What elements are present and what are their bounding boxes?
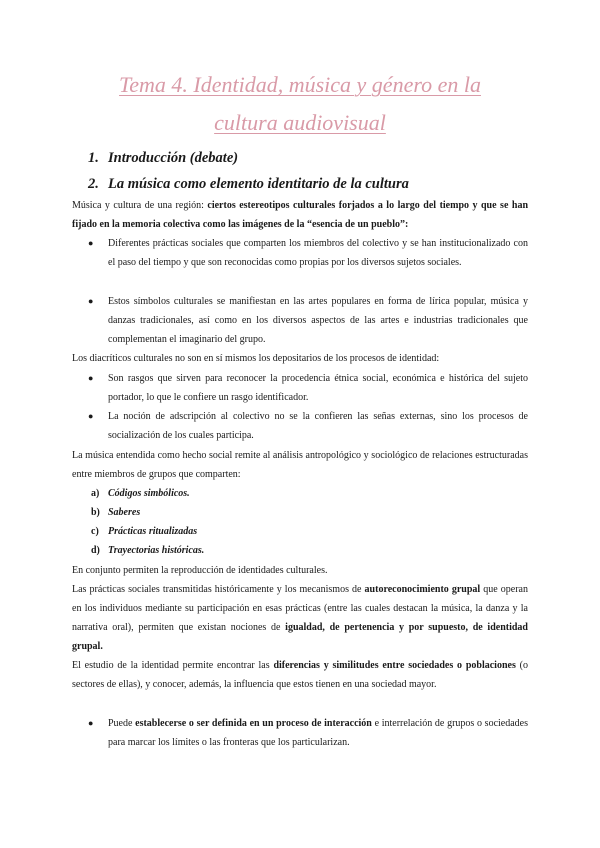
paragraph-text: Música y cultura de una región: xyxy=(72,200,208,211)
paragraph-estudio-identidad xyxy=(72,656,528,694)
paragraph-bold-text: igualdad, de pertenencia y por supuesto, de identidad grupal. xyxy=(72,622,528,652)
heading-introduccion xyxy=(88,150,238,167)
list-letter: d) xyxy=(91,545,100,556)
paragraph-bold-text: autoreconocimiento grupal xyxy=(364,584,481,595)
list-letter: c) xyxy=(91,526,99,537)
paragraph-diacriticos: Los diacríticos culturales no son en sí mismos los depositarios de los procesos de identidad: xyxy=(72,353,440,364)
bullet-simbolos-culturales: Estos símbolos culturales se manifiestan en las artes populares en forma de lírica popular, música y danzas tradicionales, así como en los diversos aspectos de las artes e industrias tradicionales que complementan el imaginario del grupo. xyxy=(108,296,528,345)
bullet-icon: ● xyxy=(88,411,94,421)
paragraph-practicas-transmitidas xyxy=(72,580,528,656)
list-letter: b) xyxy=(91,507,100,518)
bullet-icon: ● xyxy=(88,296,94,306)
list-item-trayectorias: Trayectorias históricas. xyxy=(108,545,205,556)
paragraph-hecho-social: La música entendida como hecho social remite al análisis antropológico y sociológico de relaciones estructuradas entre miembros de grupos que comparten: xyxy=(72,450,528,480)
list-item-practicas: Prácticas ritualizadas xyxy=(108,526,198,537)
list-item-codigos: Códigos simbólicos. xyxy=(108,488,190,499)
list-item-saberes: Saberes xyxy=(108,507,141,518)
heading-musica-identitaria xyxy=(88,176,409,193)
paragraph-text: (o sectores de ellas), y conocer, además, la influencia que estos tienen en una sociedad mayor. xyxy=(72,660,528,690)
heading-number: 1. xyxy=(88,150,99,166)
paragraph-bold-text: ciertos estereotipos culturales forjados a lo largo del tiempo y que se han fijado en la memoria colectiva como las imágenes de la “esencia de un pueblo”: xyxy=(72,200,529,230)
heading-text: La música como elemento identitario de la cultura xyxy=(108,176,409,192)
paragraph-text: Las prácticas sociales transmitidas históricamente y los mecanismos de xyxy=(72,584,365,595)
bullet-practicas-sociales: Diferentes prácticas sociales que comparten los miembros del colectivo y se han institucionalizado con el paso del tiempo y que son reconocidas como propias por los diversos sujetos sociales. xyxy=(108,238,528,268)
heading-text: Introducción (debate) xyxy=(108,150,239,166)
list-letter: a) xyxy=(91,488,100,499)
bullet-icon: ● xyxy=(88,238,94,248)
bullet-icon: ● xyxy=(88,718,94,728)
paragraph-bold-text: establecerse o ser definida en un proceso de interacción xyxy=(135,718,372,729)
paragraph-bold-text: diferencias y similitudes entre sociedades o poblaciones xyxy=(273,660,516,671)
bullet-interaccion xyxy=(108,714,528,752)
paragraph-text: e interrelación de grupos o sociedades para marcar los límites o las fronteras que los particularizan. xyxy=(108,718,528,748)
bullet-adscripcion: La noción de adscripción al colectivo no se la confieren las señas externas, sino los procesos de socialización de los cuales participa. xyxy=(108,411,528,441)
paragraph-text: El estudio de la identidad permite encontrar las xyxy=(72,660,274,671)
bullet-rasgos: Son rasgos que sirven para reconocer la procedencia étnica social, económica e histórica del sujeto portador, lo que le confiere un rasgo identificador. xyxy=(108,373,528,403)
document-title-line-2: cultura audiovisual xyxy=(214,110,386,135)
document-title-line-1: Tema 4. Identidad, música y género en la xyxy=(119,72,481,97)
heading-number: 2. xyxy=(88,176,99,192)
paragraph-text: que operan en los individuos mediante su participación en esas prácticas (entre las cuales destacan la música, la danza y la narrativa oral), permiten que existan nociones de xyxy=(72,584,528,633)
paragraph-en-conjunto: En conjunto permiten la reproducción de identidades culturales. xyxy=(72,565,328,576)
bullet-icon: ● xyxy=(88,373,94,383)
paragraph-musica-cultura xyxy=(72,196,528,234)
paragraph-text: Puede xyxy=(108,718,136,729)
